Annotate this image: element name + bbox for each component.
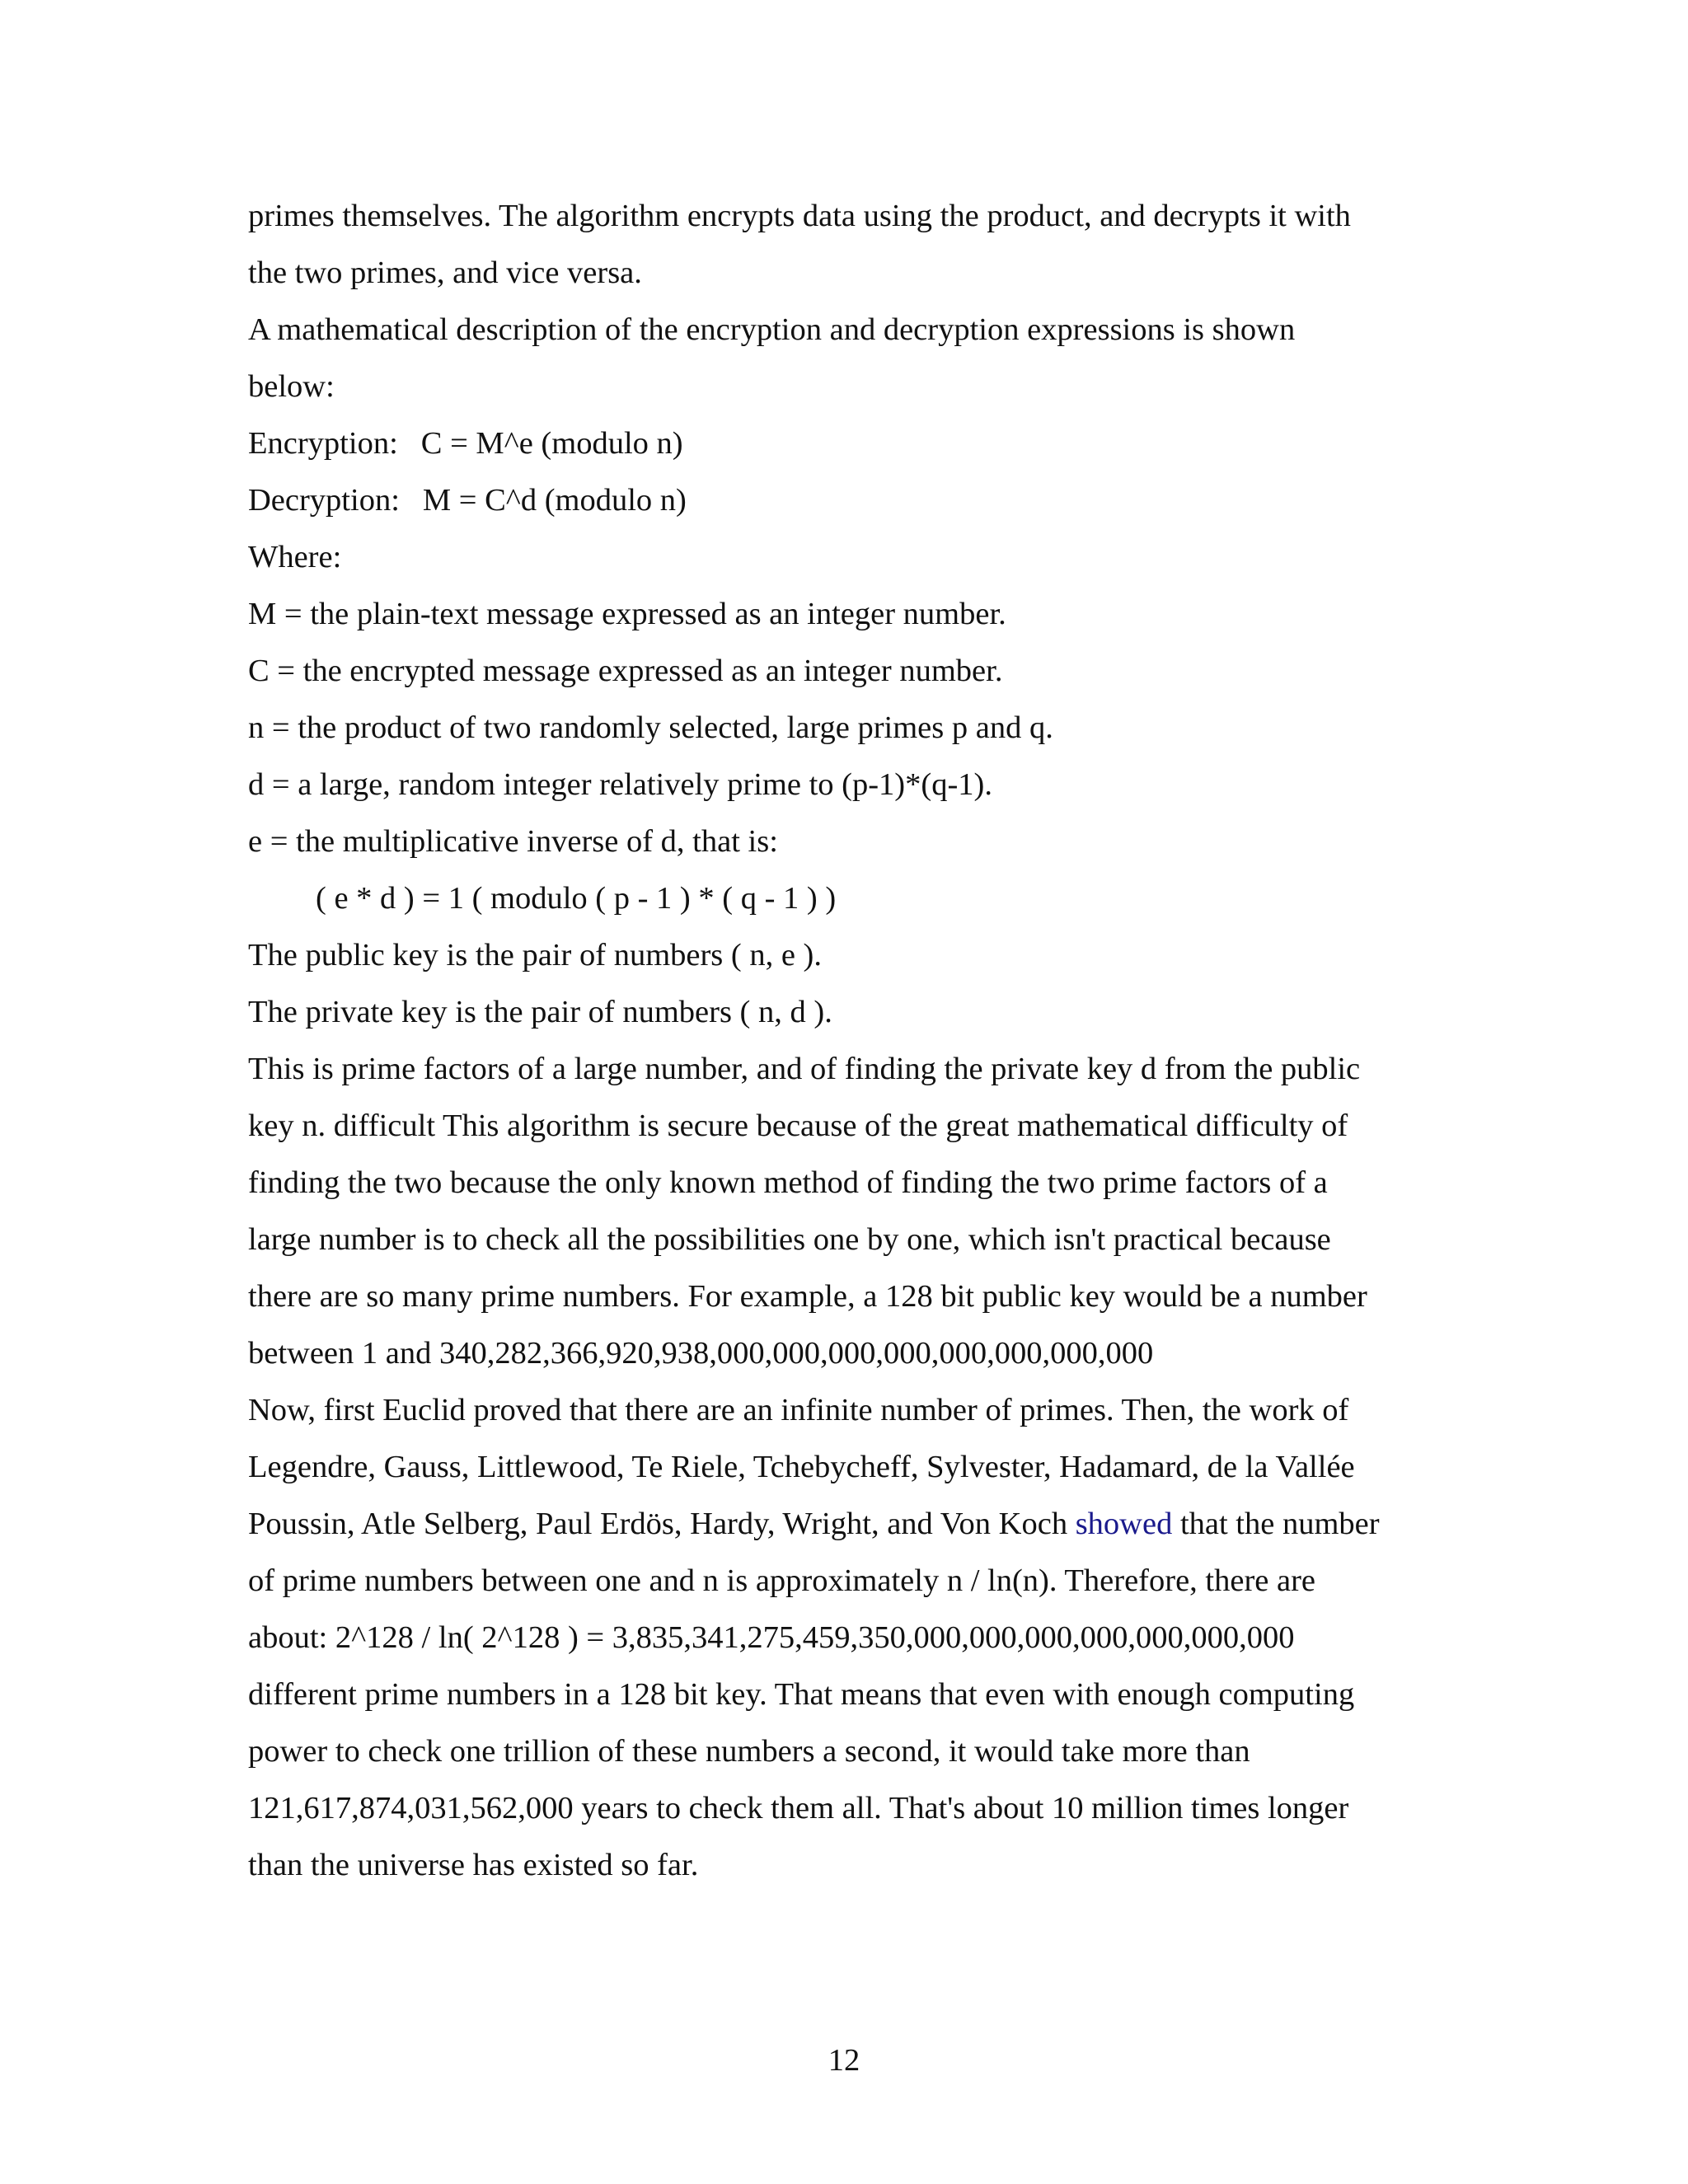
paragraph-line: there are so many prime numbers. For example, a 128 bit public key would be a number	[248, 1279, 1367, 1314]
encryption-label: Encryption:	[248, 426, 398, 461]
decryption-formula-line	[248, 472, 1451, 529]
paragraph-text: that the number	[1179, 1507, 1380, 1541]
inverse-formula-line: ( e * d ) = 1 ( modulo ( p - 1 ) * ( q - 1 ) )	[316, 881, 837, 916]
encryption-formula: C = M^e (modulo n)	[420, 426, 683, 461]
decryption-label: Decryption:	[248, 483, 400, 518]
paragraph-line: finding the two because the only known method of finding the two prime factors of a	[248, 1165, 1328, 1200]
paragraph-line: about: 2^128 / ln( 2^128 ) = 3,835,341,275,459,350,000,000,000,000,000,000,000	[248, 1620, 1295, 1655]
paragraph-line: power to check one trillion of these numbers a second, it would take more than	[248, 1734, 1250, 1769]
paragraph-line: primes themselves. The algorithm encrypts data using the product, and decrypts it with	[248, 199, 1351, 233]
paragraph-line: Legendre, Gauss, Littlewood, Te Riele, Tchebycheff, Sylvester, Hadamard, de la Vallée	[248, 1450, 1355, 1484]
definition-line: n = the product of two randomly selected, large primes p and q.	[248, 710, 1053, 745]
paragraph-line: The public key is the pair of numbers ( n, e ).	[248, 938, 823, 972]
paragraph-line: Now, first Euclid proved that there are an infinite number of primes. Then, the work of	[248, 1393, 1349, 1427]
paragraph-line: between 1 and 340,282,366,920,938,000,000,000,000,000,000,000,000	[248, 1336, 1154, 1371]
paragraph-line: large number is to check all the possibilities one by one, which isn't practical because	[248, 1222, 1331, 1257]
definition-line: M = the plain-text message expressed as an integer number.	[248, 597, 1006, 631]
paragraph-line: below:	[248, 369, 335, 404]
page-number: 12	[828, 2043, 860, 2078]
definition-line: e = the multiplicative inverse of d, that is:	[248, 824, 778, 859]
paragraph-line: key n. difficult This algorithm is secure because of the great mathematical difficulty of	[248, 1108, 1348, 1143]
paragraph-line-with-link	[248, 1496, 1451, 1553]
paragraph-line: The private key is the pair of numbers ( n, d ).	[248, 995, 832, 1029]
paragraph-line: Where:	[248, 540, 342, 574]
paragraph-line: than the universe has existed so far.	[248, 1848, 699, 1882]
decryption-formula: M = C^d (modulo n)	[422, 483, 687, 518]
showed-link[interactable]: showed	[1075, 1507, 1173, 1541]
body-text	[248, 188, 1451, 1894]
paragraph-text: Poussin, Atle Selberg, Paul Erdös, Hardy, Wright, and Von Koch	[248, 1507, 1068, 1541]
definition-line: C = the encrypted message expressed as an integer number.	[248, 654, 1003, 688]
paragraph-line: This is prime factors of a large number, and of finding the private key d from the public	[248, 1052, 1361, 1086]
definition-line: d = a large, random integer relatively prime to (p-1)*(q-1).	[248, 767, 992, 802]
paragraph-line: A mathematical description of the encryption and decryption expressions is shown	[248, 312, 1296, 347]
paragraph-line: different prime numbers in a 128 bit key. That means that even with enough computing	[248, 1677, 1355, 1712]
paragraph-line: 121,617,874,031,562,000 years to check them all. That's about 10 million times longer	[248, 1791, 1349, 1825]
paragraph-line: of prime numbers between one and n is approximately n / ln(n). Therefore, there are	[248, 1563, 1315, 1598]
encryption-formula-line	[248, 415, 1451, 472]
paragraph-line: the two primes, and vice versa.	[248, 255, 642, 290]
